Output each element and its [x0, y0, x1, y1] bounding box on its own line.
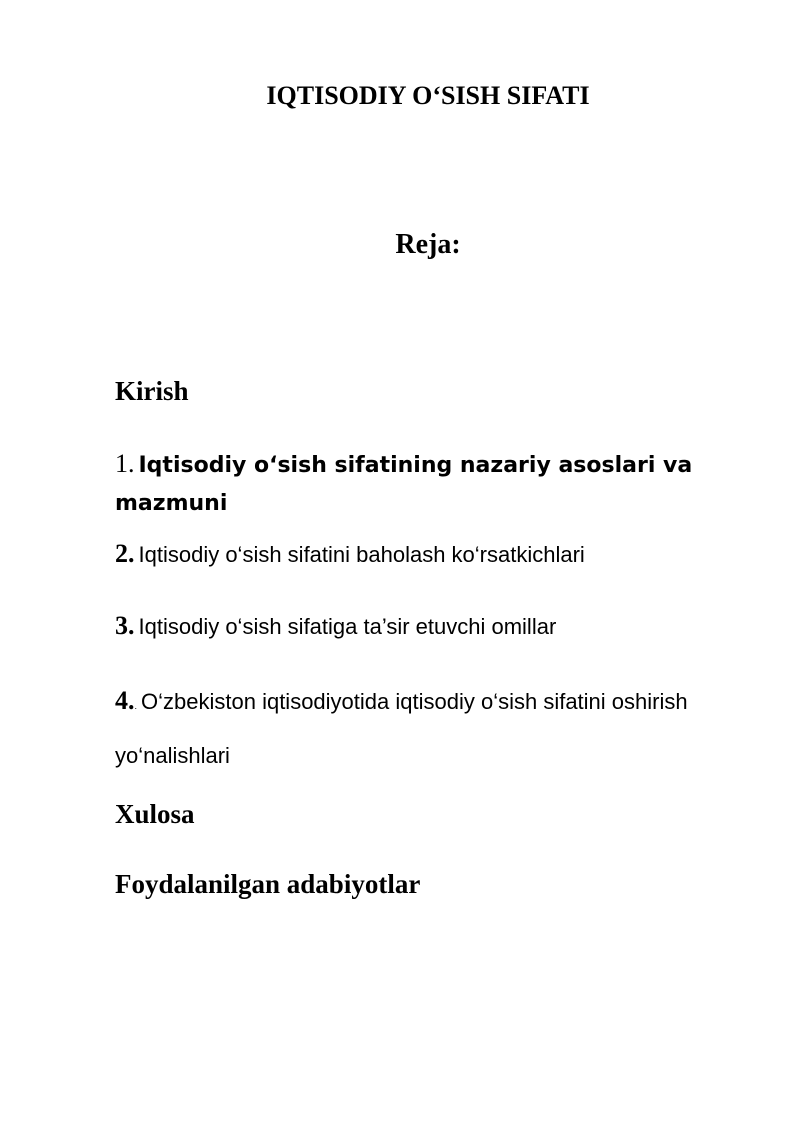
plan-item-number: 2.: [115, 539, 135, 568]
plan-item-2: [115, 535, 755, 577]
plan-item-4: [115, 676, 715, 784]
plan-heading: Reja:: [395, 229, 461, 260]
plan-item-number: 1.: [115, 449, 135, 478]
plan-item-text: O‘zbekiston iqtisodiyotida iqtisodiy o‘sish sifatini oshirish yo‘nalishlari: [115, 689, 688, 768]
plan-item-text: Iqtisodiy o‘sish sifatiga ta’sir etuvchi omillar: [138, 614, 557, 639]
plan-item-number: 4.: [115, 686, 135, 715]
plan-item-text: Iqtisodiy o‘sish sifatining nazariy asoslari va mazmuni: [115, 453, 693, 516]
document-title: IQTISODIY O‘SISH SIFATI: [266, 81, 590, 110]
intro-heading: Kirish: [115, 376, 189, 406]
plan-item-text: Iqtisodiy o‘sish sifatini baholash ko‘rsatkichlari: [138, 542, 585, 567]
plan-item-3: [115, 607, 755, 649]
conclusion-heading: Xulosa: [115, 799, 195, 829]
plan-item-marker: .: [134, 701, 138, 711]
references-heading: Foydalanilgan adabiyotlar: [115, 869, 421, 899]
plan-item-1: [115, 446, 755, 524]
plan-item-number: 3.: [115, 611, 135, 640]
